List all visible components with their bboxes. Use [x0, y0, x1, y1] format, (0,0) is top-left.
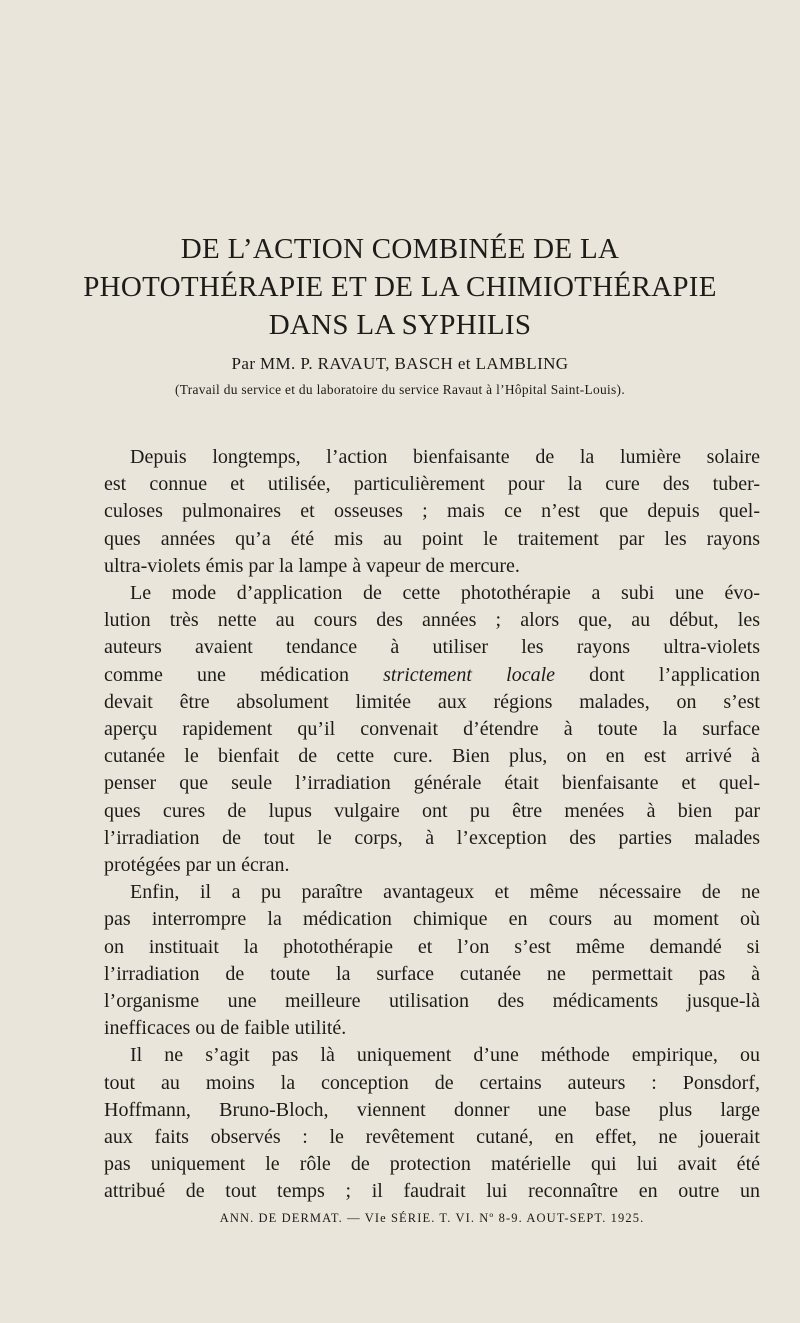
article-body [104, 444, 760, 1206]
text-line: ques années qu’a été mis au point le traitement par les rayons [104, 527, 760, 550]
text-line: l’irradiation de tout le corps, à l’exception des parties malades [104, 826, 760, 849]
text-line: l’irradiation de toute la surface cutanée ne permettait pas à [104, 962, 760, 985]
italic-phrase: strictement locale [383, 663, 556, 686]
text-line: Depuis longtemps, l’action bienfaisante de la lumière solaire [130, 446, 760, 468]
text-line: lution très nette au cours des années ; alors que, au début, les [104, 609, 760, 632]
text-fragment: comme une médication [104, 663, 384, 686]
text-line: ques cures de lupus vulgaire ont pu être menées à bien par [104, 799, 760, 822]
text-line: cutanée le bienfait de cette cure. Bien plus, on en est arrivé à [104, 745, 760, 768]
text-line: tout au moins la conception de certains auteurs : Ponsdorf, [104, 1071, 760, 1094]
text-line: attribué de tout temps ; il faudrait lui reconnaître en outre un [104, 1180, 760, 1203]
text-line: Hoffmann, Bruno-Bloch, viennent donner une base plus large [104, 1098, 760, 1121]
text-line: culoses pulmonaires et osseuses ; mais ce n’est que depuis quel- [104, 500, 760, 523]
affiliation-line: (Travail du service et du laboratoire du service Ravaut à l’Hôpital Saint-Louis). [175, 382, 625, 397]
text-line: pas uniquement le rôle de protection matérielle qui lui avait été [104, 1153, 760, 1176]
text-line: Enfin, il a pu paraître avantageux et même nécessaire de ne [130, 881, 760, 904]
text-line: on instituait la photothérapie et l’on s’est même demandé si [104, 935, 760, 958]
text-line: devait être absolument limitée aux régions malades, on s’est [104, 690, 760, 713]
text-line: pas interrompre la médication chimique en cours au moment où [104, 908, 760, 931]
text-line: ultra-violets émis par la lampe à vapeur de mercure. [104, 554, 520, 577]
text-line: Le mode d’application de cette photothérapie a subi une évo- [130, 582, 760, 605]
text-line [104, 662, 760, 689]
text-line: l’organisme une meilleure utilisation des médicaments jusque-là [104, 990, 760, 1013]
paragraph-4 [104, 1042, 760, 1205]
text-line: aperçu rapidement qu’il convenait d’étendre à toute la surface [104, 718, 760, 741]
text-line: protégées par un écran. [104, 854, 290, 877]
title-line: DANS LA SYPHILIS [268, 309, 532, 341]
text-fragment: dont l’application [555, 663, 760, 686]
text-line: Il ne s’agit pas là uniquement d’une méthode empirique, ou [130, 1044, 760, 1067]
article-title [60, 230, 740, 344]
title-line: PHOTOTHÉRAPIE ET DE LA CHIMIOTHÉRAPIE [83, 271, 717, 303]
text-line: est connue et utilisée, particulièrement pour la cure des tuber- [104, 473, 760, 496]
journal-footer: ANN. DE DERMAT. — VIe SÉRIE. T. VI. Nº 8-9. AOUT-SEPT. 1925. [219, 1211, 645, 1225]
paragraph-3 [104, 879, 760, 1042]
paragraph-2 [104, 580, 760, 879]
text-line: auteurs avaient tendance à utiliser les rayons ultra-violets [104, 636, 760, 659]
authors-line: Par MM. P. RAVAUT, BASCH et LAMBLING [231, 354, 569, 373]
paragraph-1 [104, 444, 760, 580]
title-line: DE L’ACTION COMBINÉE DE LA [180, 233, 620, 265]
text-line: aux faits observés : le revêtement cutané, en effet, ne jouerait [104, 1126, 760, 1149]
text-line: inefficaces ou de faible utilité. [104, 1017, 347, 1040]
text-line: penser que seule l’irradiation générale était bienfaisante et quel- [104, 772, 760, 795]
